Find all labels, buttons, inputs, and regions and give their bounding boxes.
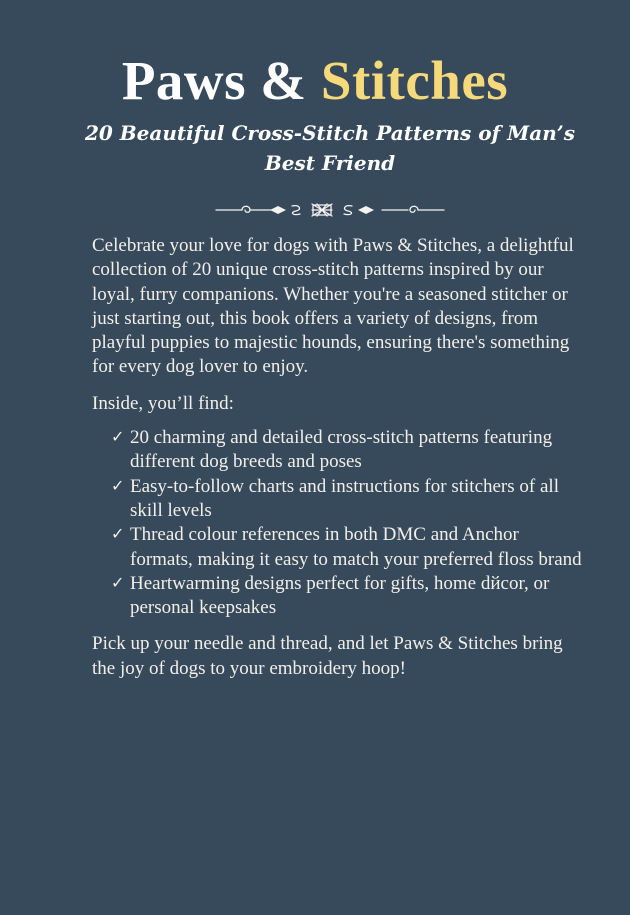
book-title bbox=[0, 50, 630, 112]
checkmark-icon: ✓ bbox=[111, 429, 125, 447]
feature-text: Easy-to-follow charts and instructions for stitchers of all skill levels bbox=[130, 475, 559, 521]
list-item bbox=[111, 523, 584, 572]
checkmark-icon: ✓ bbox=[111, 574, 125, 592]
title-part-2: Stitches bbox=[320, 50, 509, 111]
checkmark-icon: ✓ bbox=[111, 526, 125, 544]
title-part-1: Paws & bbox=[121, 50, 321, 111]
description-body bbox=[92, 234, 584, 681]
feature-list bbox=[92, 426, 584, 620]
book-subtitle: 20 Beautiful Cross-Stitch Patterns of Man’s Best Friend bbox=[84, 121, 575, 175]
feature-text: Heartwarming designs perfect for gifts, home dйcor, or personal keepsakes bbox=[130, 572, 550, 619]
feature-text: 20 charming and detailed cross-stitch patterns featuring different dog breeds and poses bbox=[130, 427, 553, 473]
list-item bbox=[111, 475, 584, 524]
inside-label: Inside, you’ll find: bbox=[92, 392, 234, 414]
list-item bbox=[111, 572, 584, 621]
feature-text: Thread colour references in both DMC and Anchor formats, making it easy to match your preferred floss brand bbox=[130, 524, 582, 570]
ornament-divider-icon bbox=[214, 199, 446, 221]
intro-paragraph: Celebrate your love for dogs with Paws & Stitches, a delightful collection of 20 unique cross-stitch patterns inspired by our loyal, furry companions. Whether you're a seasoned stitcher or just starting out, this book offers a variety of designs, from playful puppies to majestic hounds, ensuring there's something for every dog lover to enjoy. bbox=[92, 235, 574, 378]
closing-paragraph: Pick up your needle and thread, and let Paws & Stitches bring the joy of dogs to your embroidery hoop! bbox=[92, 633, 563, 679]
list-item bbox=[111, 426, 584, 475]
checkmark-icon: ✓ bbox=[111, 477, 125, 495]
